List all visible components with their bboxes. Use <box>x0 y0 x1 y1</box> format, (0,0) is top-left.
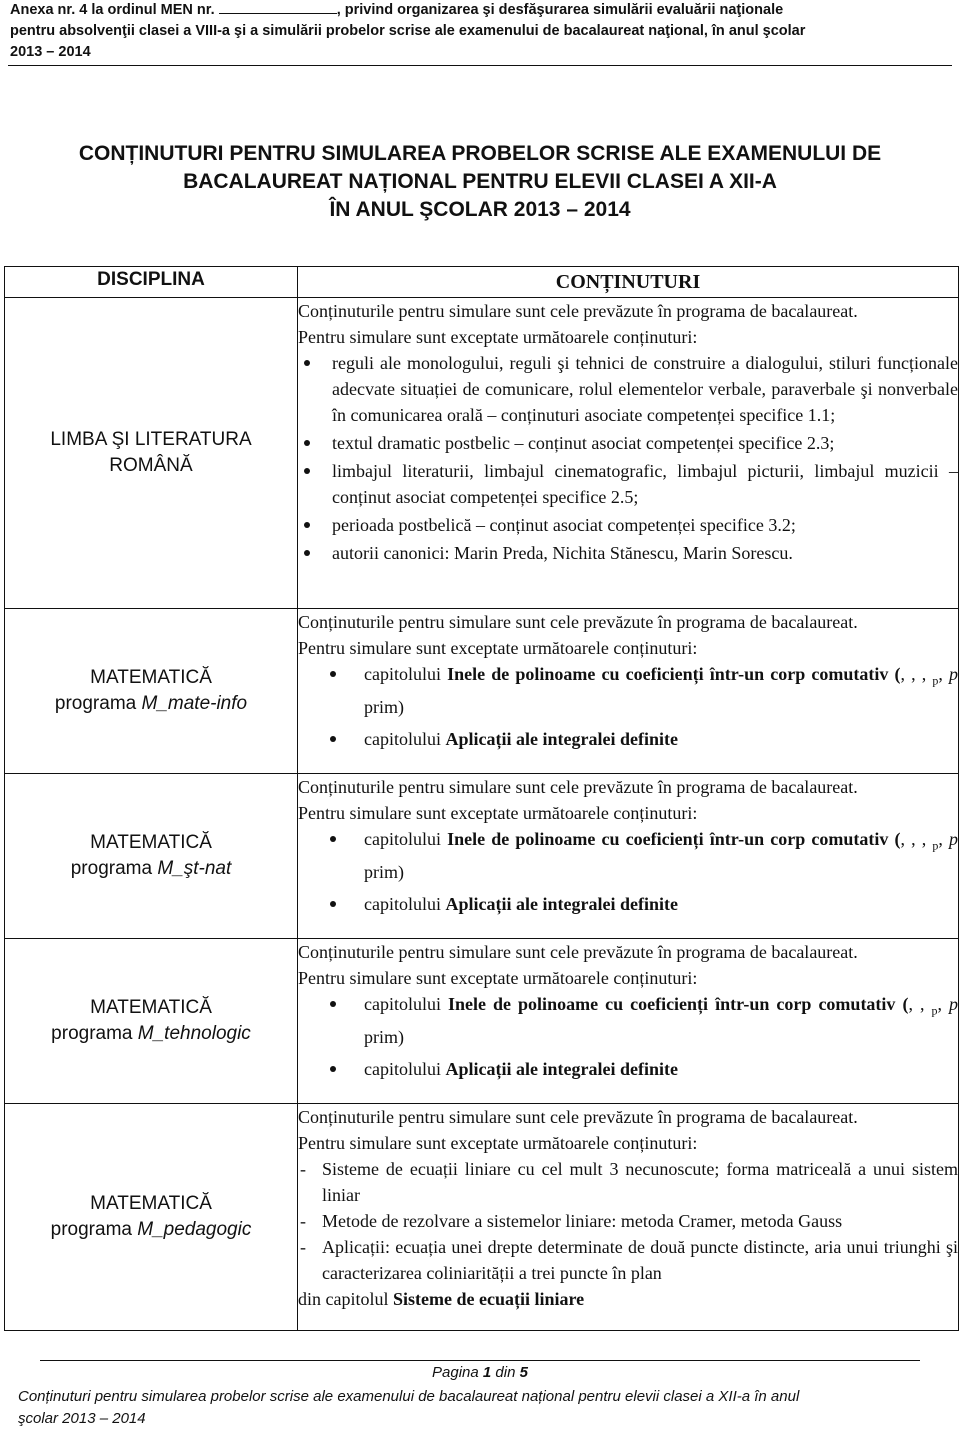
item-prefix: capitolului <box>364 1058 446 1079</box>
table-row-mate-info <box>5 609 959 774</box>
discipline-name-line-2: ROMÂNĂ <box>109 455 193 476</box>
list-item <box>364 991 958 1050</box>
exceptions-text: Pentru simulare sunt exceptate următoarele conținuturi: <box>298 1133 698 1153</box>
item-p: p <box>949 664 959 684</box>
item-p: p <box>949 994 959 1014</box>
discipline-name-line-1: MATEMATICĂ <box>90 997 212 1018</box>
item-sets: , , <box>908 994 932 1014</box>
list-item: - Sisteme de ecuații liniare cu cel mult 3 necunoscute; forma matriceală a unui sistem liniar <box>322 1156 958 1208</box>
list-item: reguli ale monologului, reguli şi tehnici de construire a dialogului, stiluri funcționale adecvate situației de comunicare, rolul elementelor verbale, paraverbale şi nonverbale în comunicarea orală – conținuturi asociate competenței specifice 1.1; <box>332 350 958 428</box>
item-sep: , <box>938 664 950 684</box>
table-row-mate-ped <box>5 1104 959 1331</box>
exceptions-list <box>298 661 958 752</box>
footer-caption-line-1: Conținuturi pentru simularea probelor scrise ale examenului de bacalaureat național pentru elevii clasei a XII-a în anul <box>18 1388 800 1405</box>
discipline-romana <box>5 298 298 609</box>
chapter-name: Sisteme de ecuații liniare <box>392 1289 585 1309</box>
item-chapter: Aplicații ale integralei definite <box>445 728 678 749</box>
item-chapter: Aplicații ale integralei definite <box>445 1058 678 1079</box>
intro-text: Conținuturile pentru simulare sunt cele prevăzute în programa de bacalaureat. <box>298 301 858 321</box>
list-item: - Metode de rezolvare a sistemelor liniare: metoda Cramer, metoda Gauss <box>322 1208 958 1234</box>
exceptions-text: Pentru simulare sunt exceptate următoarele conținuturi: <box>298 803 698 823</box>
header-line-3: 2013 – 2014 <box>10 44 91 60</box>
item-sub-p: p <box>932 673 939 688</box>
item-sets: , , , <box>900 664 933 684</box>
item-chapter: Aplicații ale integralei definite <box>445 893 678 914</box>
item-p: p <box>949 829 959 849</box>
exceptions-text: Pentru simulare sunt exceptate următoarele conținuturi: <box>298 327 698 347</box>
list-item <box>364 1056 958 1082</box>
discipline-name-line-1: MATEMATICĂ <box>90 832 212 853</box>
item-prim: prim) <box>364 861 404 882</box>
list-item: - Aplicații: ecuația unei drepte determinate de două puncte distincte, aria unui triunghi şi caracterizarea coliniarității a trei puncte în plan <box>322 1234 958 1286</box>
contents-mate-tehno <box>298 939 959 1104</box>
item-prefix: capitolului <box>364 893 446 914</box>
page-title <box>0 140 960 224</box>
list-item: limbajul literaturii, limbajul cinematografic, limbajul picturii, limbajul muzicii – conținut asociat competenței specifice 2.5; <box>332 458 958 510</box>
item-chapter: Inele de polinoame cu coeficienți într-un corp comutativ ( <box>447 664 901 684</box>
programa-label: programa <box>51 1023 138 1044</box>
page-footer <box>0 1364 960 1427</box>
title-line-2: BACALAUREAT NAȚIONAL PENTRU ELEVII CLASEI A XII-A <box>183 170 777 193</box>
item-sets: , , , <box>900 829 933 849</box>
exceptions-list <box>298 350 958 566</box>
discipline-mate-info <box>5 609 298 774</box>
programa-code: M_tehnologic <box>137 1023 251 1044</box>
item-prefix: capitolului <box>364 664 448 684</box>
footer-rule <box>40 1360 920 1361</box>
discipline-name-line-2 <box>5 1217 297 1243</box>
header-line-2: pentru absolvenţii clasei a VIII-a şi a simulării probelor scrise ale examenului de bacalaureat naţional, în anul şcolar <box>10 23 806 39</box>
discipline-mate-stnat <box>5 774 298 939</box>
column-header-contents: CONȚINUTURI <box>298 267 959 298</box>
exceptions-list <box>298 991 958 1082</box>
order-number-blank <box>219 1 337 14</box>
programa-code: M_mate-info <box>141 693 248 714</box>
programa-code: M_şt-nat <box>157 858 232 879</box>
discipline-name-line-2 <box>5 1021 297 1047</box>
item-prefix: capitolului <box>364 994 449 1014</box>
discipline-mate-ped <box>5 1104 298 1331</box>
discipline-name-line-1: MATEMATICĂ <box>90 667 212 688</box>
discipline-mate-tehno <box>5 939 298 1104</box>
programa-label: programa <box>54 693 142 714</box>
column-header-discipline: DISCIPLINA <box>5 267 298 298</box>
contents-mate-ped <box>298 1104 959 1331</box>
list-item: perioada postbelică – conținut asociat competenței specifice 3.2; <box>332 512 958 538</box>
table-header-row <box>5 267 959 298</box>
discipline-name-line-2 <box>5 856 297 882</box>
list-item <box>364 891 958 917</box>
contents-romana <box>298 298 959 609</box>
header-line1-rest: , privind organizarea şi desfăşurarea simulării evaluării naţionale <box>336 2 784 18</box>
item-sep: , <box>938 829 950 849</box>
page-number <box>0 1364 960 1382</box>
document-header <box>10 0 950 63</box>
item-prim: prim) <box>364 696 404 717</box>
footer-caption <box>18 1386 938 1430</box>
header-line-1 <box>10 0 950 21</box>
table-row-mate-stnat <box>5 774 959 939</box>
title-line-3: ÎN ANUL ŞCOLAR 2013 – 2014 <box>329 198 631 221</box>
exceptions-text: Pentru simulare sunt exceptate următoarele conținuturi: <box>298 638 698 658</box>
page-label: Pagina <box>432 1364 483 1381</box>
table-row-romana <box>5 298 959 609</box>
item-prim: prim) <box>364 1026 404 1047</box>
list-item: textul dramatic postbelic – conținut asociat competenței specifice 2.3; <box>332 430 958 456</box>
exceptions-text: Pentru simulare sunt exceptate următoarele conținuturi: <box>298 968 698 988</box>
page-current: 1 <box>482 1364 492 1381</box>
table-row-mate-tehno <box>5 939 959 1104</box>
header-rule <box>8 65 952 66</box>
list-item <box>364 661 958 720</box>
item-sep: , <box>937 994 950 1014</box>
item-sub-p: p <box>932 838 939 853</box>
discipline-name-line-2 <box>5 691 297 717</box>
exceptions-list <box>298 826 958 917</box>
item-prefix: capitolului <box>364 829 448 849</box>
content-table <box>4 266 959 1331</box>
list-item <box>364 726 958 752</box>
discipline-name-line-1: MATEMATICĂ <box>90 1193 212 1214</box>
contents-mate-info <box>298 609 959 774</box>
page-of: din <box>491 1364 520 1381</box>
programa-label: programa <box>50 1219 138 1240</box>
chapter-prefix: din capitolul <box>298 1289 393 1309</box>
item-chapter: Inele de polinoame cu coeficienți într-un corp comutativ ( <box>447 829 901 849</box>
footer-caption-line-2: şcolar 2013 – 2014 <box>18 1410 146 1427</box>
chapter-reference <box>298 1286 958 1312</box>
list-item: autorii canonici: Marin Preda, Nichita Stănescu, Marin Sorescu. <box>332 540 958 566</box>
page-total: 5 <box>519 1364 528 1381</box>
intro-text: Conținuturile pentru simulare sunt cele prevăzute în programa de bacalaureat. <box>298 1107 858 1127</box>
intro-text: Conținuturile pentru simulare sunt cele prevăzute în programa de bacalaureat. <box>298 777 858 797</box>
discipline-name-line-1: LIMBA ŞI LITERATURA <box>50 429 252 450</box>
item-prefix: capitolului <box>364 728 446 749</box>
item-chapter: Inele de polinoame cu coeficienți într-un corp comutativ ( <box>448 994 909 1014</box>
list-item <box>364 826 958 885</box>
contents-mate-stnat <box>298 774 959 939</box>
item-sub-p: p <box>931 1003 938 1018</box>
programa-label: programa <box>70 858 158 879</box>
programa-code: M_pedagogic <box>137 1219 252 1240</box>
intro-text: Conținuturile pentru simulare sunt cele prevăzute în programa de bacalaureat. <box>298 942 858 962</box>
title-line-1: CONȚINUTURI PENTRU SIMULAREA PROBELOR SCRISE ALE EXAMENULUI DE <box>78 142 882 165</box>
intro-text: Conținuturile pentru simulare sunt cele prevăzute în programa de bacalaureat. <box>298 612 858 632</box>
header-annex: Anexa nr. 4 la ordinul MEN nr. <box>10 2 215 18</box>
exceptions-list <box>298 1156 958 1286</box>
